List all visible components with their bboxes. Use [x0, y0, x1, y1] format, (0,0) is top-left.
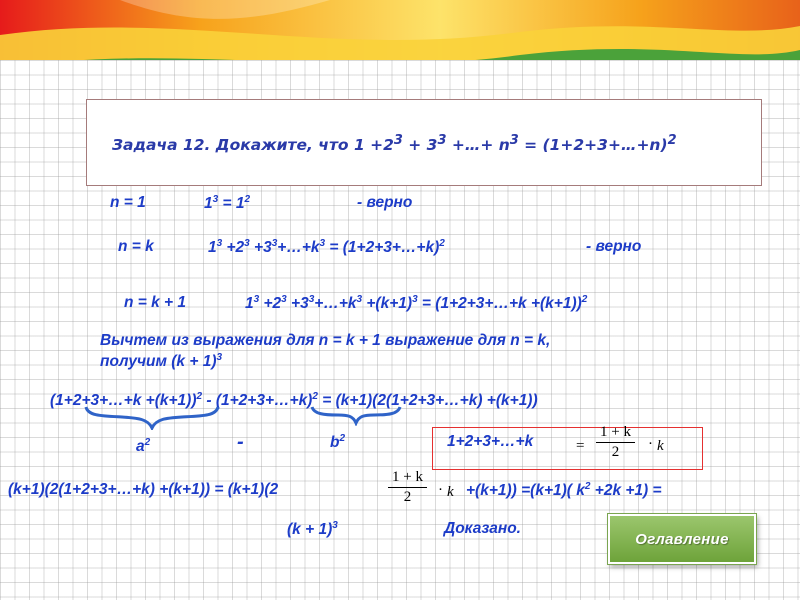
step3-condition: n = k + 1	[124, 294, 187, 311]
sum-fraction: $\frac{1 + k}{2}$	[596, 423, 635, 462]
expansion-k: k	[447, 484, 454, 500]
problem-title: Задача 12. Докажите, что $1 +2^3 + 3^3$ +…+ $n^3$ = (1+2+3+…+n)$^2$	[112, 133, 677, 155]
expansion-right: +(k+1)) =(k+1)( $k^2 +2k +1$) =	[466, 481, 662, 499]
minus-sign: -	[237, 431, 244, 453]
sum-k: k	[657, 438, 664, 454]
sum-equals: =	[576, 438, 585, 454]
difference-equation: (1+2+3+…+k +(k+1))$^2$ - (1+2+3+…+k)$^2$ = (k+1)(2(1+2+3+…+k) +(k+1))	[50, 391, 538, 409]
step1-verdict: - верно	[357, 194, 413, 211]
subtract-text-line2: получим $(k + 1)^3$	[100, 352, 223, 370]
brace-a-icon	[82, 404, 222, 430]
sum-dot: ·	[648, 436, 653, 452]
a-squared: $a^2$	[136, 437, 151, 455]
subtract-text-line1: Вычтем из выражения для n = k + 1 выражение для n = k,	[100, 332, 551, 349]
contents-button[interactable]	[608, 514, 756, 564]
step2-equation: $1^3 +2^3$ $+3^3+\dots+k^3$ = (1+2+3+…+k)$^2$	[208, 238, 445, 256]
step1-condition: n = 1	[110, 194, 146, 211]
step2-verdict: - верно	[586, 238, 642, 255]
brace-b-icon	[308, 404, 404, 426]
b-squared: $b^2$	[330, 433, 346, 451]
step3-equation: $1^3 +2^3$ $+3^3+\dots+k^3 +(k+1)^3$ = (1+2+3+…+k +(k+1))$^2$	[245, 294, 588, 312]
proved-label: Доказано.	[444, 520, 521, 537]
step1-equation: $1^3 = 1^2$	[204, 194, 251, 212]
step2-condition: n = k	[118, 238, 154, 255]
expansion-dot: ·	[438, 482, 443, 498]
contents-button-label: Оглавление	[635, 530, 729, 548]
sum-expression: 1+2+3+…+k	[447, 433, 534, 450]
expansion-fraction: $\frac{1 + k}{2}$	[388, 468, 427, 507]
result-expression: $(k + 1)^3$	[287, 520, 338, 538]
expansion-left: (k+1)(2(1+2+3+…+k) +(k+1)) = (k+1)(2	[8, 481, 279, 498]
